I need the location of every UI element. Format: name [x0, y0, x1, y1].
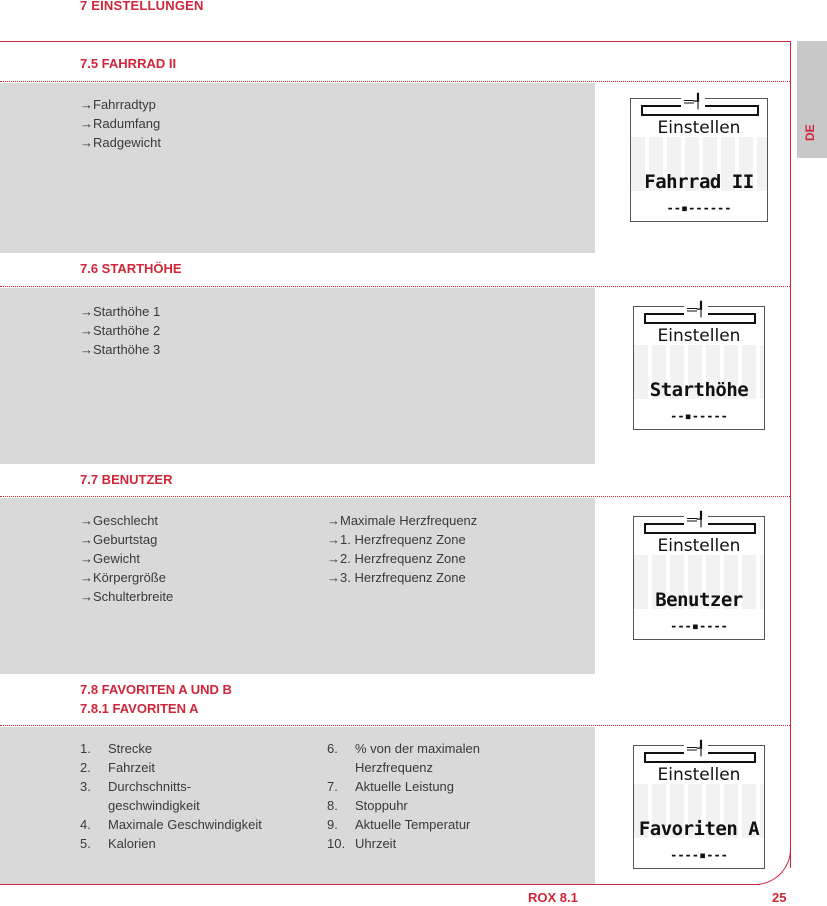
- list-item: → 2. Herzfrequenz Zone: [327, 549, 477, 568]
- item-number: 5.: [80, 836, 91, 851]
- list-item: → Radumfang: [80, 114, 161, 133]
- wrench-icon: ═┦: [681, 94, 705, 108]
- list-item: → Starthöhe 1: [80, 302, 160, 321]
- list-item: → 1. Herzfrequenz Zone: [327, 530, 477, 549]
- item-number: 9.: [327, 817, 338, 832]
- section-subtitle: 7.8.1 FAVORITEN A: [80, 701, 199, 716]
- chapter-title: 7 EINSTELLUNGEN: [80, 0, 204, 13]
- list-item: [80, 834, 262, 853]
- settings-list: [80, 95, 161, 152]
- list-item: → Geschlecht: [80, 511, 173, 530]
- list-item: → Gewicht: [80, 549, 173, 568]
- device-panel: [595, 288, 790, 464]
- list-item: → Radgewicht: [80, 133, 161, 152]
- language-tab-label: DE: [803, 124, 817, 141]
- list-item: [80, 739, 262, 758]
- item-text: Fahrzeit: [108, 760, 155, 775]
- list-item: [327, 796, 480, 815]
- screen-top-label: Einstellen: [657, 118, 741, 138]
- section-title: 7.5 FAHRRAD II: [80, 56, 177, 71]
- device-screen: [633, 301, 765, 430]
- screen-main-label: Starthöhe: [649, 379, 749, 401]
- item-text: % von der maximalen: [355, 741, 480, 756]
- screen-top-label: Einstellen: [657, 765, 741, 785]
- section-heading-starthoehe: [0, 253, 790, 287]
- frame-right-line: [790, 41, 791, 868]
- item-text: Aktuelle Leistung: [355, 779, 455, 794]
- section-content-starthoehe: [0, 288, 595, 464]
- device-panel: [595, 727, 790, 862]
- screen-main-label: Benutzer: [655, 589, 743, 611]
- list-item: → Schulterbreite: [80, 587, 173, 606]
- item-number: 10.: [327, 836, 346, 851]
- section-title: 7.7 BENUTZER: [80, 472, 173, 487]
- list-item: [80, 758, 262, 777]
- screen-main-label: Fahrrad II: [644, 171, 754, 193]
- item-number: 7.: [327, 779, 338, 794]
- item-text: Maximale Geschwindigkeit: [108, 817, 262, 832]
- screen-main-label: Favoriten A: [638, 818, 760, 840]
- item-text: Strecke: [108, 741, 153, 756]
- item-text: Aktuelle Temperatur: [355, 817, 471, 832]
- list-item: [327, 815, 480, 834]
- section-content-benutzer: [0, 498, 595, 674]
- device-panel: [595, 83, 790, 253]
- list-item: [80, 777, 262, 796]
- item-number: 3.: [80, 779, 91, 794]
- list-item: → 3. Herzfrequenz Zone: [327, 568, 477, 587]
- section-heading-fahrrad-ii: [0, 42, 790, 82]
- position-indicator: ----▪---: [670, 848, 728, 862]
- frame-bottom-line: [0, 884, 760, 885]
- list-item: → Starthöhe 2: [80, 321, 160, 340]
- page-number: 25: [772, 890, 787, 905]
- list-item: → Fahrradtyp: [80, 95, 161, 114]
- item-number: 2.: [80, 760, 91, 775]
- item-number: 4.: [80, 817, 91, 832]
- list-item: → Geburtstag: [80, 530, 173, 549]
- list-item: [327, 739, 480, 758]
- list-item: [80, 796, 262, 815]
- settings-list: [80, 302, 160, 359]
- settings-list-right: [327, 511, 477, 587]
- item-number: 8.: [327, 798, 338, 813]
- device-screen: [633, 740, 765, 869]
- item-text: Durchschnitts-: [108, 779, 192, 794]
- screen-top-label: Einstellen: [657, 536, 741, 556]
- list-item: [327, 758, 480, 777]
- list-item: → Maximale Herzfrequenz: [327, 511, 477, 530]
- device-screen: [633, 511, 765, 640]
- position-indicator: --▪-----: [670, 409, 728, 423]
- position-indicator: ---▪----: [670, 619, 728, 633]
- wrench-icon: ═┦: [684, 512, 708, 526]
- item-number: 6.: [327, 741, 338, 756]
- section-title: 7.8 FAVORITEN A UND B: [80, 682, 232, 697]
- wrench-icon: ═┦: [684, 302, 708, 316]
- section-content-favoriten: [0, 727, 595, 884]
- position-indicator: --▪------: [666, 201, 732, 215]
- device-screen: [630, 93, 768, 222]
- section-heading-favoriten: [0, 674, 790, 726]
- list-item: [327, 834, 480, 853]
- favorites-list-right: [327, 739, 480, 853]
- language-tab[interactable]: [797, 41, 827, 158]
- favorites-list-left: [80, 739, 262, 853]
- section-heading-benutzer: [0, 464, 790, 497]
- list-item: [327, 777, 480, 796]
- list-item: [80, 815, 262, 834]
- item-text: Herzfrequenz: [355, 760, 434, 775]
- item-text: Kalorien: [108, 836, 156, 851]
- screen-top-label: Einstellen: [657, 326, 741, 346]
- item-text: geschwindigkeit: [108, 798, 200, 813]
- section-content-fahrrad-ii: [0, 83, 595, 253]
- settings-list-left: [80, 511, 173, 606]
- device-panel: [595, 498, 790, 674]
- item-text: Stoppuhr: [355, 798, 408, 813]
- item-number: 1.: [80, 741, 91, 756]
- footer-product-title: ROX 8.1: [528, 890, 578, 905]
- wrench-icon: ═┦: [684, 741, 708, 755]
- item-text: Uhrzeit: [355, 836, 397, 851]
- list-item: → Starthöhe 3: [80, 340, 160, 359]
- section-title: 7.6 STARTHÖHE: [80, 261, 182, 276]
- list-item: → Körpergröße: [80, 568, 173, 587]
